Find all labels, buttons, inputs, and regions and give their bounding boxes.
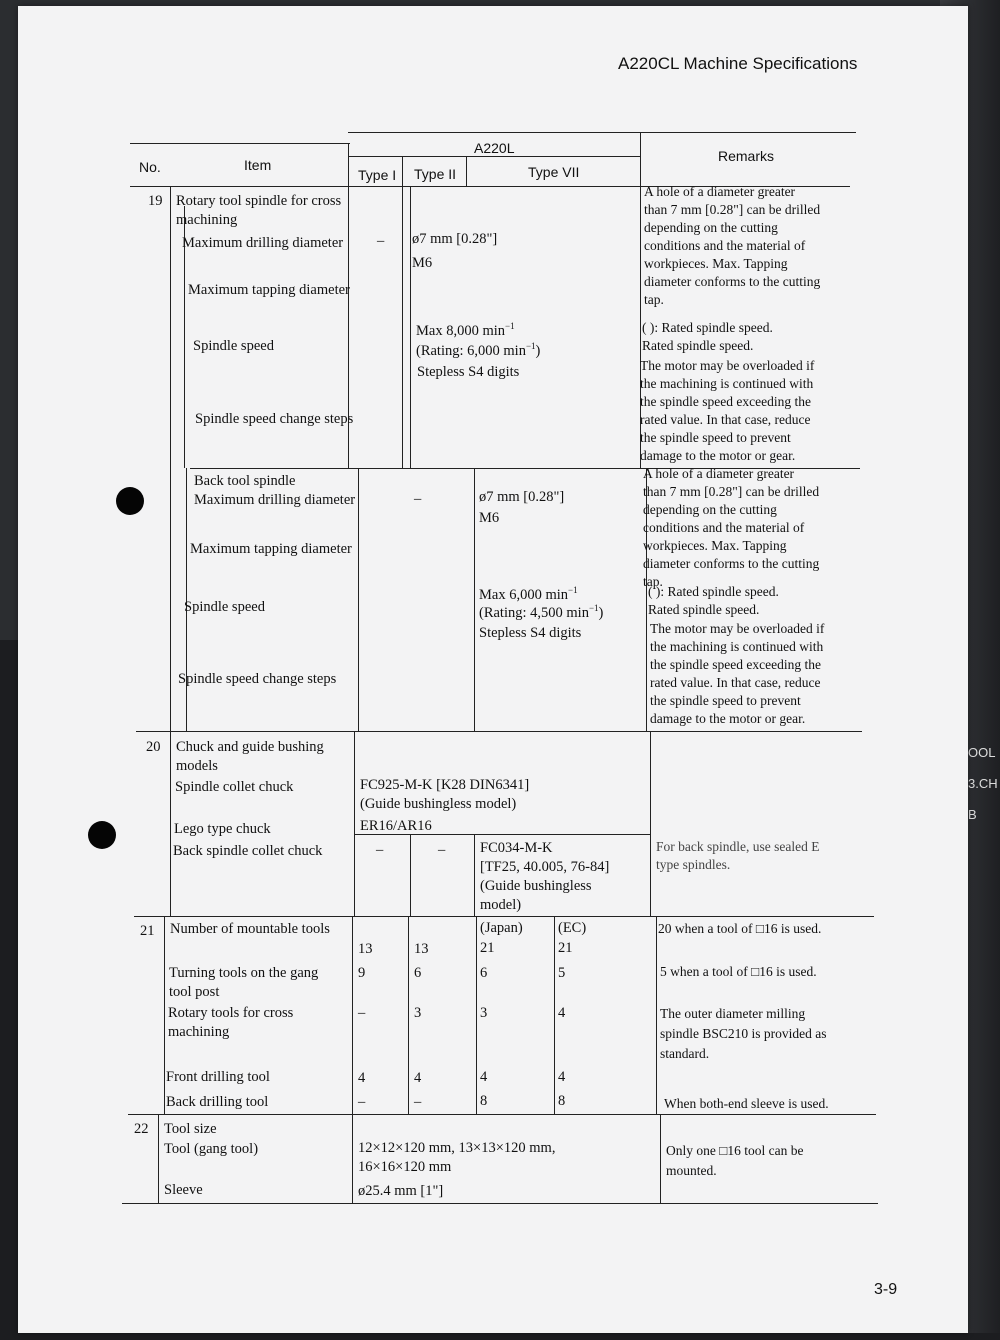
item-label: Spindle speed (184, 599, 265, 615)
item-label: Lego type chuck (174, 821, 271, 837)
side-screen-labels (968, 745, 1000, 945)
item-label: Maximum drilling diameter (194, 492, 356, 508)
row-number: 22 (134, 1121, 149, 1137)
rule (660, 1114, 661, 1203)
item-label: Rotary tools for cross machining (168, 1005, 294, 1040)
cell-value: M6 (479, 510, 500, 526)
rule (408, 916, 409, 1114)
cell-value: – (358, 1005, 366, 1021)
cell-value: ø25.4 mm [1"] (358, 1183, 444, 1199)
cell-value: Stepless S4 digits (479, 625, 582, 641)
cell-value: 5 (558, 965, 566, 981)
cell-value: M6 (412, 255, 433, 271)
row-number: 20 (146, 739, 161, 755)
cell-value: 21 (558, 940, 573, 956)
remark-text: 20 when a tool of □16 is used. (658, 921, 822, 936)
page-title: A220CL Machine Specifications (618, 54, 858, 73)
binder-hole (116, 487, 144, 515)
speed-rating-close: ) (535, 343, 541, 359)
cell-value: (EC) (558, 920, 587, 936)
cell-value: – (438, 842, 446, 858)
cell-value: (Japan) (480, 920, 523, 936)
column-header-no: No. (139, 159, 161, 175)
item-label: Maximum tapping diameter (190, 541, 352, 557)
speed-rating-close: ) (598, 605, 604, 621)
remark-text: 5 when a tool of □16 is used. (660, 964, 817, 979)
cell-value: 12×12×120 mm, 13×13×120 mm, 16×16×120 mm (358, 1140, 556, 1175)
cell-value: ø7 mm [0.28"] (479, 489, 565, 505)
remark-text: A hole of a diameter greater than 7 mm [0.28"] can be drilled depending on the cutting conditions and the material of workpieces. Max. Tapping diameter conforms to the cutting tap. (644, 184, 821, 307)
rule (164, 916, 165, 1114)
cell-value: – (377, 233, 385, 249)
remark-text: The motor may be overloaded if the machining is continued with the spindle speed exceeding the rated value. In that case, reduce the spindle speed to prevent damage to the motor or gear. (640, 358, 815, 463)
item-label: Maximum tapping diameter (188, 282, 350, 298)
cell-value: 8 (558, 1093, 566, 1109)
cell-value: – (376, 842, 384, 858)
item-title: Tool size (164, 1121, 217, 1137)
rule (554, 916, 555, 1114)
column-header-remarks: Remarks (718, 148, 775, 164)
item-title: Number of mountable tools (170, 921, 330, 937)
item-title: Chuck and guide bushing models (176, 739, 324, 774)
cell-value: Max 6,000 $\min^{-1}$ (479, 585, 578, 603)
side-label: B (968, 807, 977, 822)
item-label: Back spindle collet chuck (173, 843, 323, 859)
rule (650, 731, 651, 916)
item-label: Maximum drilling diameter (182, 235, 344, 251)
cell-value: 3 (480, 1005, 488, 1021)
page-number: 3-9 (874, 1281, 898, 1298)
rule (170, 186, 171, 731)
binder-hole (88, 821, 116, 849)
cell-value: 3 (414, 1005, 422, 1021)
remark-text: ( ): Rated spindle speed. Rated spindle speed. (648, 584, 779, 617)
cell-value: 4 (558, 1069, 566, 1085)
remark-text: When both-end sleeve is used. (664, 1096, 829, 1111)
rule (410, 186, 411, 468)
cell-value: Max 8,000 $\min^{-1}$ (416, 321, 515, 339)
rule (130, 143, 350, 144)
rule (656, 916, 657, 1114)
cell-value: FC034-M-K [TF25, 40.005, 76-84] (Guide bushingless model) (480, 840, 610, 913)
cell-value: – (414, 1094, 422, 1110)
cell-value: (Rating: 6,000 $\min^{-1}$) (416, 341, 541, 359)
item-label: Front drilling tool (166, 1069, 270, 1085)
item-label: Spindle collet chuck (175, 779, 294, 795)
row-number: 19 (148, 193, 163, 209)
cell-value: 4 (358, 1070, 366, 1086)
cell-value: ER16/AR16 (360, 818, 432, 834)
column-header-type1: Type I (358, 167, 397, 183)
cell-value: 4 (480, 1069, 488, 1085)
rule (122, 1203, 878, 1204)
rule (410, 834, 411, 916)
cell-value: Stepless S4 digits (417, 364, 520, 380)
cell-value: 4 (558, 1005, 566, 1021)
item-label: Spindle speed change steps (195, 411, 354, 427)
rule (128, 1114, 876, 1115)
item-title: Back tool spindle (194, 473, 296, 489)
speed-rating: (Rating: 6,000 min (416, 343, 526, 359)
remark-text: Only one □16 tool can be mounted. (666, 1143, 804, 1178)
rule (476, 916, 477, 1114)
rule (358, 468, 359, 731)
speed-rating: (Rating: 4,500 min (479, 605, 589, 621)
rule (354, 731, 355, 916)
cell-value: FC925-M-K [K28 DIN6341] (Guide bushingless model) (360, 777, 530, 812)
cell-value: 21 (480, 940, 495, 956)
side-label: 3.CH (968, 776, 998, 791)
rule (402, 156, 403, 468)
rule (466, 156, 467, 186)
speed-max: Max 6,000 min (479, 587, 569, 603)
item-label: Sleeve (164, 1182, 203, 1198)
cell-value: 4 (414, 1070, 422, 1086)
cell-value: – (414, 491, 422, 507)
rule (352, 1114, 353, 1203)
column-header-type7: Type VII (528, 164, 580, 180)
remark-text: ( ): Rated spindle speed. Rated spindle speed. (642, 320, 773, 353)
speed-max: Max 8,000 min (416, 323, 506, 339)
cell-value: (Rating: 4,500 $\min^{-1}$) (479, 603, 604, 621)
column-header-type2: Type II (414, 166, 457, 182)
cell-value: 13 (358, 941, 373, 957)
item-label: Spindle speed (193, 338, 274, 354)
rule (136, 731, 862, 732)
cell-value: 13 (414, 941, 429, 957)
remark-text: A hole of a diameter greater than 7 mm [0.28"] can be drilled depending on the cutting conditions and the material of workpieces. Max. Tapping diameter conforms to the cutting tap. (643, 466, 820, 589)
cell-value: 9 (358, 965, 366, 981)
remark-text: For back spindle, use sealed E type spindles. (656, 839, 820, 872)
remark-text: The motor may be overloaded if the machining is continued with the spindle speed exceeding the rated value. In that case, reduce the spindle speed to prevent damage to the motor or gear. (650, 621, 825, 726)
cell-value: 6 (414, 965, 422, 981)
rule (474, 468, 475, 731)
item-title: Rotary tool spindle for cross machining (176, 193, 342, 228)
column-header-model: A220L (474, 140, 515, 156)
rule (352, 916, 353, 1114)
item-label: Turning tools on the gang tool post (169, 965, 319, 1000)
rule (474, 834, 475, 916)
side-label: OOL (968, 745, 996, 760)
item-label: Tool (gang tool) (164, 1141, 259, 1157)
spec-sheet-page (18, 6, 968, 1333)
cell-value: – (358, 1094, 366, 1110)
rule (158, 1114, 159, 1203)
remark-text: The outer diameter milling spindle BSC210 is provided as standard. (660, 1006, 827, 1061)
rule (134, 916, 874, 917)
cell-value: 8 (480, 1093, 488, 1109)
cell-value: ø7 mm [0.28"] (412, 231, 498, 247)
row-number: 21 (140, 923, 155, 939)
rule (348, 132, 856, 133)
item-label: Spindle speed change steps (178, 671, 337, 687)
column-header-item: Item (244, 157, 272, 173)
rule (170, 731, 171, 916)
item-label: Back drilling tool (166, 1094, 269, 1110)
cell-value: 6 (480, 965, 488, 981)
